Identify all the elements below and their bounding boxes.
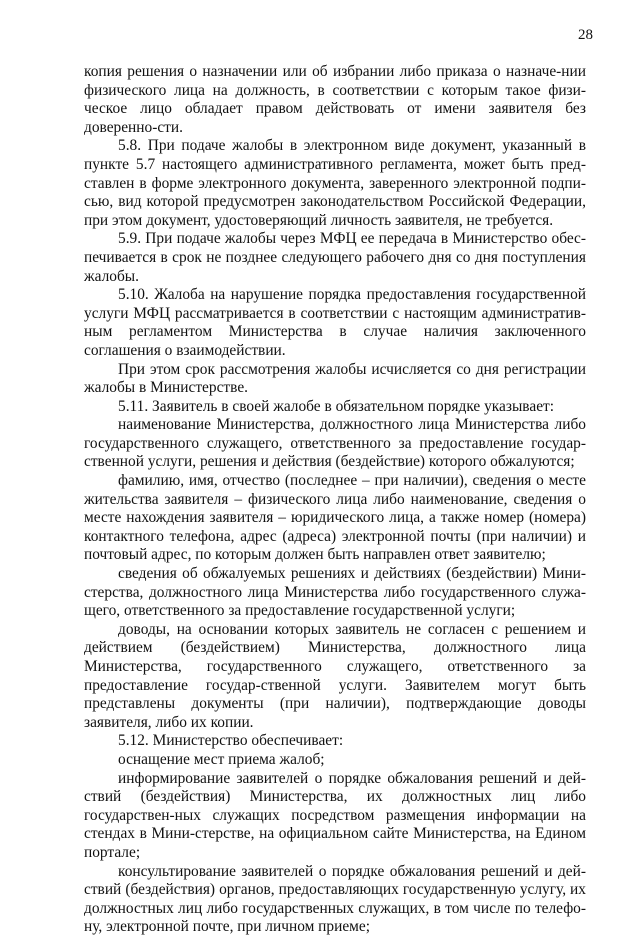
paragraph-5-12: 5.12. Министерство обеспечивает: <box>118 732 344 750</box>
paragraph-5-11: 5.11. Заявитель в своей жалобе в обязательном порядке указывает: <box>118 397 555 415</box>
page-number: 28 <box>578 27 593 43</box>
list-item-arguments: доводы, на основании которых заявитель не согласен с решением и действием (бездействием) Министерства, должностного лица Министерства, государственного служащего, ответственного за предоставление государ-ственной услуги. Заявителем могут быть представлены документы (при наличии), подтверждающие доводы заявителя, либо их копии. <box>84 620 586 731</box>
document-body <box>84 63 586 937</box>
list-item-appealed-decisions: сведения об обжалуемых решениях и действиях (бездействии) Мини-стерства, должностного лица Министерства либо государственного служа-щего, ответственного за предоставление государственной услуги; <box>84 565 586 620</box>
list-item-applicant-details: фамилию, имя, отчество (последнее – при наличии), сведения о месте жительства заявителя – физического лица либо наименование, сведения о месте нахождения заявителя – юридического лица, а также номер (номера) контактного телефона, адрес (адреса) электронной почты (при наличии) и почтовый адрес, по которым должен быть направлен ответ заявителю; <box>84 472 586 564</box>
paragraph-5-9: 5.9. При подаче жалобы через МФЦ ее передача в Министерство обес-печивается в срок не позднее следующего рабочего дня со дня поступления жалобы. <box>84 230 586 285</box>
paragraph-continuation: копия решения о назначении или об избрании либо приказа о назначе-нии физического лица на должность, в соответствии с которым такое физи-ческое лицо обладает правом действовать от имени заявителя без доверенно-сти. <box>84 63 586 136</box>
list-item-informing: информирование заявителей о порядке обжалования решений и дей-ствий (бездействия) Министерства, их должностных лиц либо государствен-ных служащих посредством размещения информации на стендах в Мини-стерстве, на официальном сайте Министерства, на Едином портале; <box>84 769 586 861</box>
list-item-consulting: консультирование заявителей о порядке обжалования решений и дей-ствий (бездействия) органов, предоставляющих государственную услугу, их должностных лиц либо государственных служащих, в том числе по телефо-ну, электронной почте, при личном приеме; <box>84 862 586 936</box>
paragraph-5-10: 5.10. Жалоба на нарушение порядка предоставления государственной услуги МФЦ рассматривается в соответствии с настоящим административ-ным регламентом Министерства в случае наличия заключенного соглашения о взаимодействии. <box>84 286 586 359</box>
list-item-ministry-name: наименование Министерства, должностного лица Министерства либо государственного служащего, ответственного за предоставление государ-ственной услуги, решения и действия (бездействие) которого обжалуются; <box>84 416 586 471</box>
paragraph-review-term: При этом срок рассмотрения жалобы исчисляется со дня регистрации жалобы в Министерстве. <box>84 360 586 397</box>
paragraph-5-8: 5.8. При подаче жалобы в электронном виде документ, указанный в пункте 5.7 настоящего административного регламента, может быть пред-ставлен в форме электронного документа, заверенного электронной подпи-сью, вид которой предусмотрен законодательством Российской Федерации, при этом документ, удостоверяющий личность заявителя, не требуется. <box>84 137 586 229</box>
list-item-equipment: оснащение мест приема жалоб; <box>118 750 325 768</box>
